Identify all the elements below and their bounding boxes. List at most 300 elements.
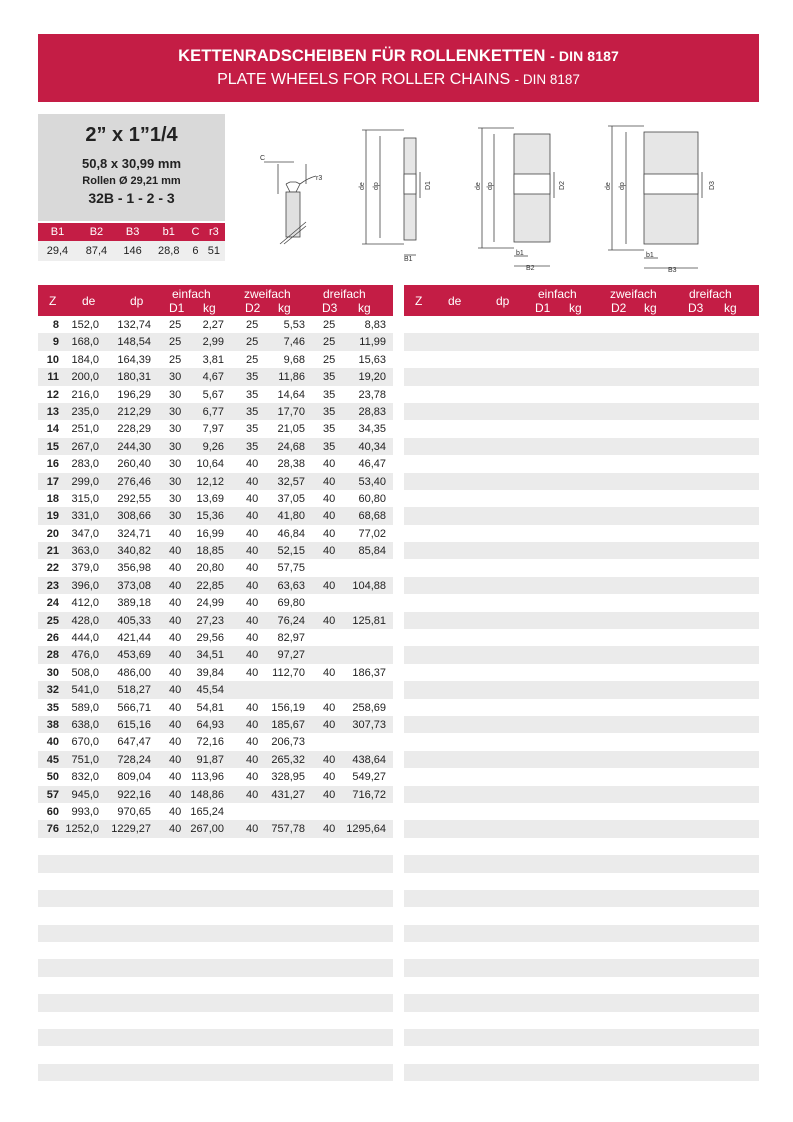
cell-d2: 40	[246, 475, 259, 488]
label-de-1: de	[359, 182, 366, 190]
cell-d2: 40	[246, 666, 259, 679]
col-kg1-header: kg	[203, 301, 216, 315]
table-row	[38, 942, 393, 959]
cell-d1: 40	[169, 701, 182, 714]
cell-de: 428,0	[71, 614, 99, 627]
cell-kg2: 97,27	[277, 649, 305, 662]
dimension-value-row	[38, 241, 225, 261]
label-b1-lower-3: b1	[646, 252, 654, 259]
cell-d3: 35	[323, 371, 336, 384]
cell-kg3: 258,69	[352, 701, 386, 714]
cell-kg1: 45,54	[196, 684, 224, 697]
cell-de: 541,0	[71, 684, 99, 697]
cell-z: 35	[46, 701, 59, 714]
cell-de: 379,0	[71, 562, 99, 575]
group-zweifach-header: zweifach	[244, 287, 291, 301]
table-row	[38, 1064, 393, 1081]
cell-dp: 292,55	[117, 492, 151, 505]
cell-kg1: 2,27	[202, 319, 224, 331]
cell-z: 19	[46, 510, 59, 523]
cell-kg2: 46,84	[277, 527, 305, 540]
cell-de: 589,0	[71, 701, 99, 714]
col-kg2-header: kg	[644, 301, 657, 315]
table-row	[404, 473, 759, 490]
dim-value: 146	[116, 241, 149, 261]
cell-de: 412,0	[71, 597, 99, 610]
triple-wheel-drawing	[608, 126, 702, 268]
cell-dp: 615,16	[117, 718, 151, 731]
table-row	[38, 977, 393, 994]
cell-dp: 922,16	[117, 788, 151, 801]
cell-kg1: 113,96	[191, 771, 224, 784]
table-row	[38, 768, 393, 785]
table-row	[38, 820, 393, 837]
table-row	[404, 594, 759, 611]
cell-kg2: 41,80	[277, 510, 305, 523]
cell-d1: 30	[169, 371, 182, 384]
cell-kg1: 16,99	[196, 527, 224, 540]
table-row	[38, 1046, 393, 1063]
cell-z: 76	[46, 823, 59, 836]
table-row	[404, 716, 759, 733]
table-row	[38, 1012, 393, 1029]
cell-d2: 35	[246, 423, 259, 436]
cell-kg3: 186,37	[352, 666, 386, 679]
cell-z: 60	[46, 805, 59, 818]
dim-value: 51	[203, 241, 225, 261]
table-row	[38, 612, 393, 629]
table-row	[404, 1012, 759, 1029]
cell-kg3: 549,27	[352, 771, 386, 784]
cell-kg1: 18,85	[196, 545, 224, 558]
table-row	[404, 525, 759, 542]
cell-d1: 40	[169, 718, 182, 731]
cell-d1: 30	[169, 440, 182, 453]
table-row	[38, 907, 393, 924]
cell-de: 993,0	[71, 805, 99, 818]
table-row	[38, 333, 393, 350]
chain-size-mm: 50,8 x 30,99 mm	[81, 156, 182, 171]
cell-z: 28	[46, 649, 59, 662]
table-row	[404, 386, 759, 403]
table-row	[404, 455, 759, 472]
cell-d1: 30	[169, 405, 182, 418]
cell-d2: 40	[246, 545, 259, 558]
dim-header: B3	[116, 223, 149, 241]
cell-dp: 164,39	[117, 353, 151, 366]
cell-kg2: 5,53	[283, 319, 305, 331]
cell-z: 25	[46, 614, 59, 627]
table-row	[404, 577, 759, 594]
cell-z: 14	[46, 423, 59, 436]
table-row	[404, 907, 759, 924]
table-row	[38, 403, 393, 420]
col-kg2-header: kg	[278, 301, 291, 315]
cell-kg2: 9,68	[283, 353, 305, 366]
cell-kg2: 52,15	[277, 545, 305, 558]
table-row	[38, 316, 393, 333]
cell-kg3: 85,84	[358, 545, 386, 558]
cell-de: 315,0	[71, 492, 99, 505]
cell-d3: 40	[323, 579, 336, 592]
cell-de: 638,0	[71, 718, 99, 731]
cell-d1: 40	[169, 614, 182, 627]
cell-d1: 25	[169, 353, 182, 366]
cell-kg1: 20,80	[196, 562, 224, 575]
cell-kg2: 63,63	[277, 579, 305, 592]
table-row	[38, 925, 393, 942]
table-row	[38, 473, 393, 490]
sprocket-table-right	[404, 285, 759, 1081]
cell-z: 11	[47, 371, 59, 384]
cell-z: 26	[46, 632, 59, 645]
cell-dp: 486,00	[117, 666, 151, 679]
col-d3-header: D3	[322, 301, 338, 315]
cell-kg3: 23,78	[358, 388, 386, 401]
cell-z: 20	[46, 527, 59, 540]
cell-d2: 35	[246, 388, 259, 401]
cell-dp: 405,33	[117, 614, 151, 627]
cell-dp: 809,04	[117, 771, 151, 784]
cell-dp: 148,54	[117, 336, 151, 349]
cell-kg1: 54,81	[196, 701, 224, 714]
cell-kg1: 27,23	[196, 614, 224, 627]
cell-kg2: 7,46	[283, 336, 305, 349]
cell-d1: 40	[169, 753, 182, 766]
cell-d1: 40	[169, 684, 182, 697]
table-row	[404, 855, 759, 872]
table-row	[38, 351, 393, 368]
label-b3: B3	[668, 267, 677, 274]
group-dreifach-header: dreifach	[689, 287, 732, 301]
table-row	[404, 333, 759, 350]
cell-kg2: 32,57	[277, 475, 305, 488]
cell-kg2: 17,70	[277, 405, 305, 418]
cell-d1: 40	[169, 666, 182, 679]
table-row	[38, 890, 393, 907]
table-row	[38, 873, 393, 890]
cell-d3: 40	[323, 701, 336, 714]
cell-dp: 728,24	[117, 753, 151, 766]
cell-kg2: 28,38	[277, 458, 305, 471]
label-d2: D2	[559, 181, 566, 190]
cell-d2: 40	[246, 562, 259, 575]
cell-d3: 40	[323, 527, 336, 540]
cell-kg3: 15,63	[358, 353, 386, 366]
cell-z: 45	[46, 753, 59, 766]
cell-d2: 35	[246, 440, 259, 453]
cell-d1: 30	[169, 475, 182, 488]
cell-dp: 1229,27	[111, 823, 151, 836]
dimension-header-row	[38, 223, 225, 241]
table-row	[404, 507, 759, 524]
cell-kg1: 4,67	[202, 371, 224, 384]
title-german: KETTENRADSCHEIBEN FÜR ROLLENKETTEN - DIN 8187	[178, 47, 619, 65]
cell-de: 508,0	[71, 666, 99, 679]
cell-dp: 260,40	[117, 458, 151, 471]
col-d2-header: D2	[245, 301, 261, 315]
cell-d3: 40	[323, 771, 336, 784]
cell-kg3: 716,72	[352, 788, 386, 801]
col-dp-header: dp	[496, 294, 510, 308]
cell-kg1: 13,69	[196, 492, 224, 505]
table-row	[404, 490, 759, 507]
table-row	[404, 629, 759, 646]
cell-kg1: 22,85	[196, 579, 224, 592]
cell-de: 832,0	[71, 771, 99, 784]
col-dp-header: dp	[130, 294, 144, 308]
table-row	[38, 420, 393, 437]
col-kg1-header: kg	[569, 301, 582, 315]
table-row	[38, 646, 393, 663]
cell-kg3: 307,73	[352, 718, 386, 731]
cell-kg2: 82,97	[277, 632, 305, 645]
table-row	[38, 664, 393, 681]
table-row	[38, 594, 393, 611]
cell-d1: 40	[169, 788, 182, 801]
cell-kg1: 165,24	[190, 805, 224, 818]
col-d1-header: D1	[169, 301, 185, 315]
title-banner	[38, 34, 759, 102]
cell-z: 22	[46, 562, 59, 575]
cell-dp: 453,69	[117, 649, 151, 662]
cell-d2: 40	[246, 753, 259, 766]
cell-kg1: 72,16	[196, 736, 224, 749]
cell-d2: 40	[246, 632, 259, 645]
cell-d2: 40	[246, 771, 259, 784]
table-row	[404, 959, 759, 976]
cell-kg3: 438,64	[352, 753, 386, 766]
roller-diameter: Rollen Ø 29,21 mm	[82, 175, 181, 187]
cell-d3: 40	[323, 718, 336, 731]
label-dp-1: dp	[373, 182, 380, 190]
cell-kg1: 10,64	[196, 458, 224, 471]
cell-d1: 30	[169, 423, 182, 436]
label-de-3: de	[605, 182, 612, 190]
cell-d1: 40	[169, 545, 182, 558]
cell-d2: 40	[246, 527, 259, 540]
cell-d1: 30	[169, 492, 182, 505]
table-row	[404, 751, 759, 768]
cell-z: 16	[46, 458, 59, 471]
cell-d3: 25	[323, 353, 336, 366]
table-row	[38, 542, 393, 559]
cell-d1: 40	[169, 562, 182, 575]
table-row	[404, 942, 759, 959]
table-row	[404, 994, 759, 1011]
cell-d1: 40	[169, 649, 182, 662]
cell-kg1: 39,84	[196, 666, 224, 679]
cell-d3: 40	[323, 666, 336, 679]
cell-z: 9	[52, 336, 59, 349]
cell-dp: 180,31	[117, 371, 151, 384]
table-row	[38, 994, 393, 1011]
table-row	[38, 507, 393, 524]
cell-z: 50	[46, 771, 59, 784]
table-row	[38, 733, 393, 750]
table-row	[38, 681, 393, 698]
cell-d3: 40	[323, 492, 336, 505]
cell-kg3: 68,68	[358, 510, 386, 523]
technical-drawings	[238, 112, 759, 278]
table-row	[38, 786, 393, 803]
cell-z: 13	[46, 405, 59, 418]
cell-d2: 40	[246, 701, 259, 714]
cell-d2: 40	[246, 788, 259, 801]
table-row	[404, 351, 759, 368]
cell-kg3: 1295,64	[346, 823, 386, 836]
cell-d2: 25	[246, 319, 259, 331]
table-row	[404, 699, 759, 716]
table-row	[38, 455, 393, 472]
cell-kg3: 46,47	[358, 458, 386, 471]
cell-de: 216,0	[71, 388, 99, 401]
table-row	[404, 438, 759, 455]
cell-de: 152,0	[71, 319, 99, 331]
col-kg3-header: kg	[724, 301, 737, 315]
cell-de: 444,0	[71, 632, 99, 645]
cell-dp: 228,29	[117, 423, 151, 436]
table-row	[404, 542, 759, 559]
cell-z: 24	[46, 597, 59, 610]
cell-kg2: 206,73	[271, 736, 305, 749]
cell-dp: 356,98	[117, 562, 151, 575]
cell-kg3: 28,83	[358, 405, 386, 418]
cell-z: 10	[46, 353, 59, 366]
cell-d1: 40	[169, 805, 182, 818]
single-wheel-drawing	[362, 130, 420, 255]
cell-z: 32	[46, 684, 59, 697]
cell-kg1: 6,77	[202, 405, 224, 418]
cell-kg3: 34,35	[358, 423, 386, 436]
table-row	[404, 403, 759, 420]
cell-kg2: 14,64	[277, 388, 305, 401]
title-english: PLATE WHEELS FOR ROLLER CHAINS - DIN 8187	[217, 71, 580, 88]
table-row	[404, 873, 759, 890]
cell-d3: 25	[323, 336, 336, 349]
cell-kg2: 431,27	[271, 788, 305, 801]
table-row	[38, 838, 393, 855]
table-row	[404, 316, 759, 333]
cell-d2: 25	[246, 336, 259, 349]
cell-kg2: 112,70	[272, 666, 305, 679]
cell-de: 945,0	[71, 788, 99, 801]
group-einfach-header: einfach	[172, 287, 211, 301]
dim-header: B1	[38, 223, 77, 241]
table-row	[404, 612, 759, 629]
cell-z: 8	[52, 319, 59, 331]
cell-d1: 30	[169, 388, 182, 401]
table-row	[38, 699, 393, 716]
table-row	[404, 768, 759, 785]
cell-z: 15	[46, 440, 59, 453]
cell-dp: 276,46	[117, 475, 151, 488]
cell-kg2: 21,05	[277, 423, 305, 436]
chain-code: 32B - 1 - 2 - 3	[88, 190, 175, 206]
table-row	[38, 525, 393, 542]
cell-d2: 40	[246, 510, 259, 523]
col-d1-header: D1	[535, 301, 551, 315]
cell-de: 235,0	[71, 405, 99, 418]
cell-kg1: 64,93	[196, 718, 224, 731]
sprocket-table-left	[38, 285, 393, 1081]
table-row	[38, 803, 393, 820]
table-row	[38, 716, 393, 733]
cell-d1: 25	[169, 336, 182, 349]
chain-size-inch: 2” x 1”1/4	[85, 124, 178, 146]
cell-de: 347,0	[71, 527, 99, 540]
cell-dp: 518,27	[117, 684, 151, 697]
cell-kg3: 60,80	[358, 492, 386, 505]
cell-d1: 40	[169, 527, 182, 540]
table-row	[404, 559, 759, 576]
cell-kg2: 156,19	[271, 701, 305, 714]
cell-d2: 40	[246, 823, 259, 836]
label-dp-3: dp	[619, 182, 626, 190]
table-row	[404, 786, 759, 803]
cell-d2: 40	[246, 736, 259, 749]
table-row	[38, 751, 393, 768]
cell-dp: 389,18	[117, 597, 151, 610]
table-row	[38, 577, 393, 594]
cell-z: 38	[46, 718, 59, 731]
cell-d2: 25	[246, 353, 259, 366]
cell-z: 40	[46, 736, 59, 749]
cell-de: 251,0	[71, 423, 99, 436]
cell-z: 18	[46, 492, 59, 505]
cell-de: 168,0	[71, 336, 99, 349]
cell-kg3: 53,40	[358, 475, 386, 488]
label-b2: B2	[526, 265, 535, 272]
cell-dp: 212,29	[117, 405, 151, 418]
cell-d3: 25	[323, 319, 336, 331]
col-d2-header: D2	[611, 301, 627, 315]
col-de-header: de	[82, 294, 96, 308]
cell-d1: 40	[169, 823, 182, 836]
cell-d3: 40	[323, 458, 336, 471]
table-row	[404, 1064, 759, 1081]
cell-de: 1252,0	[65, 823, 99, 836]
cell-d3: 35	[323, 388, 336, 401]
cell-dp: 970,65	[117, 805, 151, 818]
cell-d1: 30	[169, 510, 182, 523]
cell-d3: 40	[323, 510, 336, 523]
cell-kg1: 2,99	[202, 336, 224, 349]
col-de-header: de	[448, 294, 462, 308]
cell-de: 751,0	[71, 753, 99, 766]
cell-kg1: 267,00	[190, 823, 224, 836]
table-row	[404, 890, 759, 907]
table-row	[38, 368, 393, 385]
dim-value: 87,4	[77, 241, 116, 261]
table-row	[38, 1029, 393, 1046]
cell-kg2: 328,95	[271, 771, 305, 784]
cell-d3: 40	[323, 475, 336, 488]
cell-kg3: 11,99	[359, 336, 386, 349]
table-header	[38, 285, 393, 316]
tooth-profile-drawing	[264, 162, 316, 244]
table-row	[404, 646, 759, 663]
cell-de: 267,0	[71, 440, 99, 453]
cell-d2: 35	[246, 405, 259, 418]
label-b1-upper: B1	[404, 256, 413, 263]
dim-value: 29,4	[38, 241, 77, 261]
cell-kg1: 24,99	[196, 597, 224, 610]
cell-de: 283,0	[71, 458, 99, 471]
cell-de: 396,0	[71, 579, 99, 592]
label-b1-lower-2: b1	[516, 250, 524, 257]
cell-d1: 30	[169, 458, 182, 471]
